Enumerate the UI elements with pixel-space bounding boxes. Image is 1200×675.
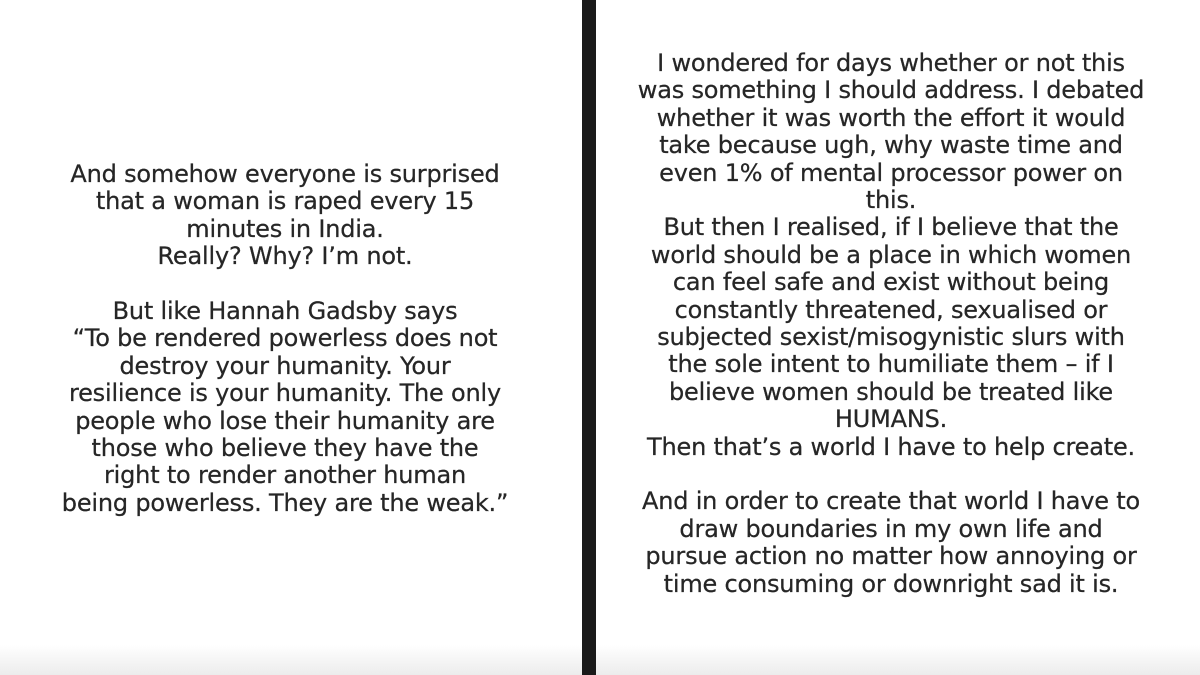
right-text-line: whether it was worth the effort it would	[656, 103, 1126, 132]
right-text-line: was something I should address. I debated	[637, 76, 1145, 105]
left-text-line: right to render another human	[104, 461, 466, 490]
right-text-line: time consuming or downright sad it is.	[663, 569, 1119, 598]
right-text-line: take because ugh, why waste time and	[659, 131, 1123, 160]
left-text-spacer	[0, 271, 570, 298]
panel-divider	[582, 0, 596, 675]
left-text-line: destroy your humanity. Your	[119, 351, 451, 380]
right-text-line: But then I realised, if I believe that the	[663, 213, 1119, 242]
right-text-line: believe women should be treated like	[669, 377, 1113, 406]
left-text-line: being powerless. They are the weak.”	[61, 488, 509, 517]
left-text-line: “To be rendered powerless does not	[72, 324, 498, 353]
right-text-line: HUMANS.	[834, 405, 948, 434]
left-text-line: that a woman is raped every 15	[95, 187, 475, 216]
right-text-line: pursue action no matter how annoying or	[645, 542, 1137, 571]
left-text-line: those who believe they have the	[91, 434, 479, 463]
right-text-line: draw boundaries in my own life and	[679, 514, 1103, 543]
right-story-text	[596, 50, 1186, 598]
right-text-line: And in order to create that world I have to	[642, 487, 1140, 516]
right-text-line: the sole intent to humiliate them – if I	[668, 350, 1114, 379]
left-text-line: And somehow everyone is surprised	[70, 160, 500, 188]
right-text-line: can feel safe and exist without being	[672, 268, 1110, 297]
right-text-line: world should be a place in which women	[650, 240, 1132, 269]
left-text-line: But like Hannah Gadsby says	[112, 297, 458, 326]
right-text-line: Then that’s a world I have to help create.	[647, 432, 1135, 461]
right-text-line: constantly threatened, sexualised or	[674, 295, 1108, 324]
right-text-line: subjected sexist/misogynistic slurs with	[657, 323, 1125, 352]
left-story-panel	[0, 0, 582, 675]
left-text-line: minutes in India.	[186, 214, 384, 243]
right-text-line: I wondered for days whether or not this	[657, 49, 1125, 77]
right-text-line: even 1% of mental processor power on	[659, 158, 1123, 187]
right-story-panel	[596, 0, 1200, 675]
right-text-spacer	[596, 461, 1186, 488]
left-text-line: Really? Why? I’m not.	[157, 242, 413, 271]
left-text-line: resilience is your humanity. The only	[68, 379, 502, 408]
right-text-line: this.	[865, 186, 917, 215]
left-story-text	[0, 161, 570, 517]
left-text-line: people who lose their humanity are	[75, 406, 495, 435]
